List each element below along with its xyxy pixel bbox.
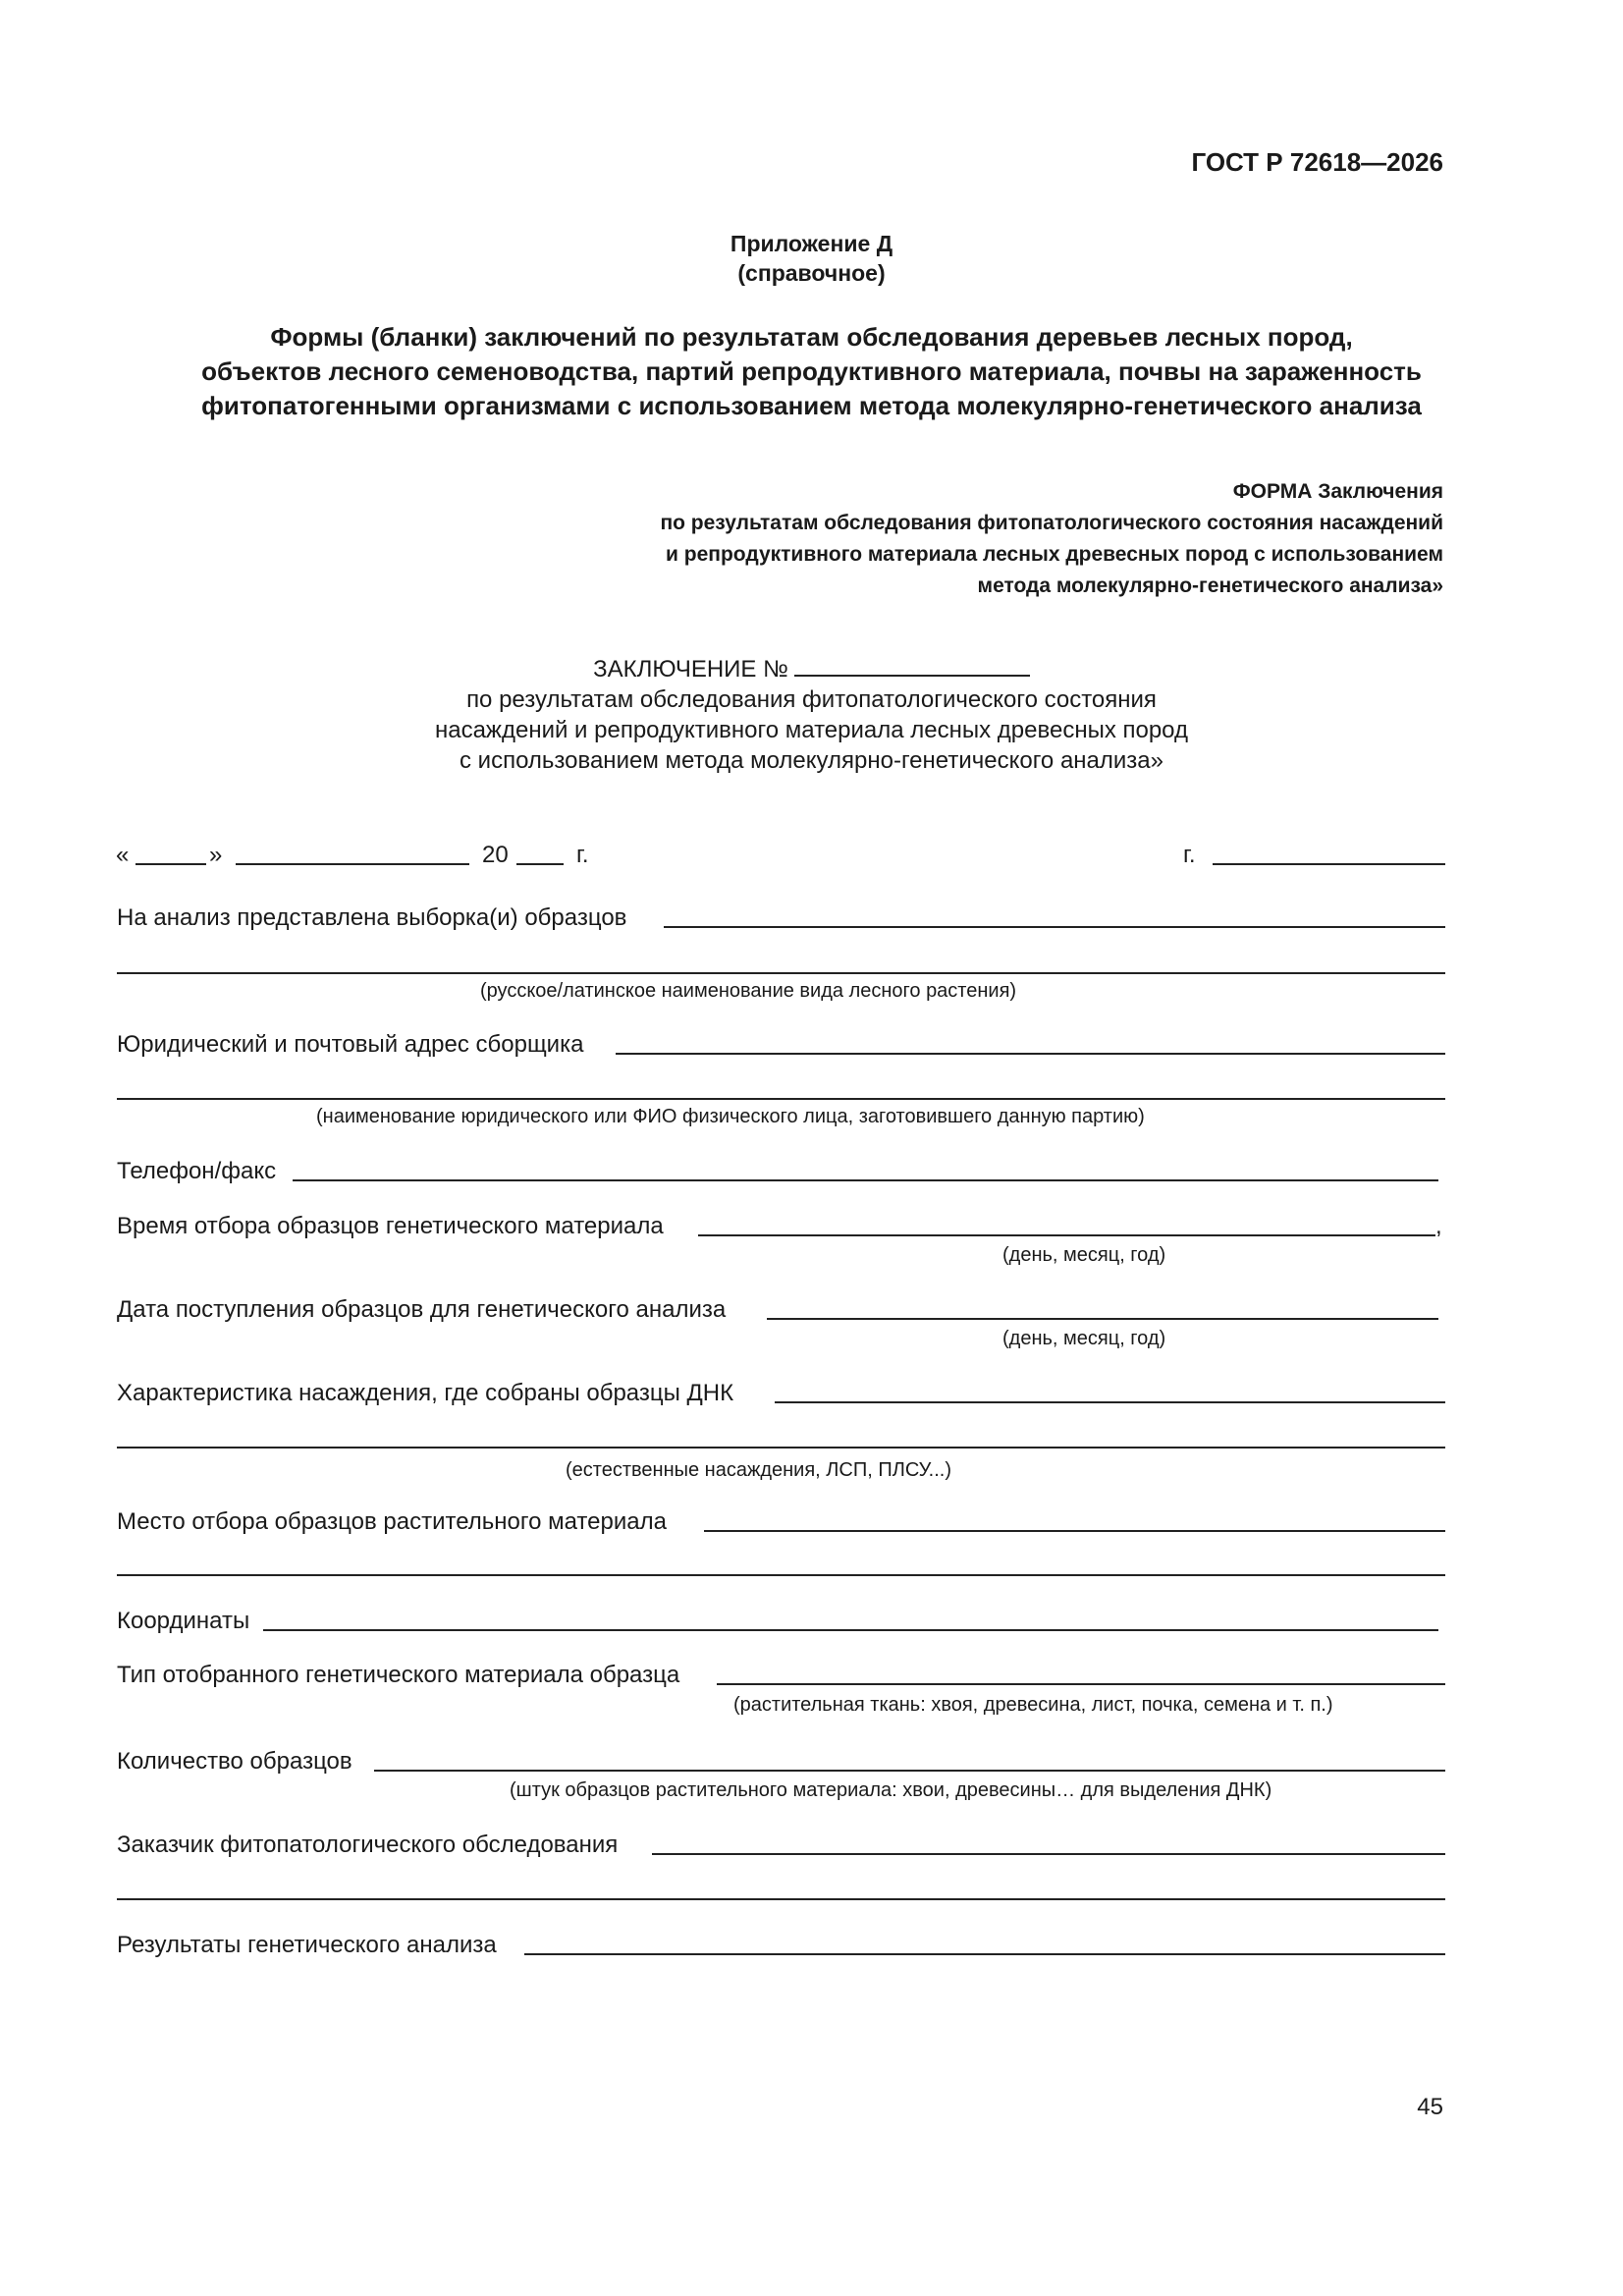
day-field[interactable] [135, 863, 206, 865]
coords-label: Координаты [117, 1608, 250, 1634]
form-label-line: ФОРМА Заключения [1232, 480, 1443, 503]
address-field[interactable] [616, 1053, 1445, 1055]
sample-hint: (русское/латинское наименование вида лесного растения) [480, 980, 1017, 1002]
material-type-hint: (растительная ткань: хвоя, древесина, лист, почка, семена и т. п.) [733, 1694, 1333, 1716]
count-label: Количество образцов [117, 1748, 352, 1775]
conclusion-line: насаждений и репродуктивного материала лесных древесных пород [434, 717, 1189, 743]
address-field-line2[interactable] [117, 1098, 1445, 1100]
close-quote: » [209, 842, 223, 868]
form-label-line: и репродуктивного материала лесных древесных пород с использованием [666, 543, 1443, 566]
phone-label: Телефон/факс [117, 1158, 277, 1184]
count-field[interactable] [374, 1770, 1445, 1772]
stand-hint: (естественные насаждения, ЛСП, ПЛСУ...) [566, 1459, 952, 1481]
address-label: Юридический и почтовый адрес сборщика [117, 1031, 584, 1058]
stand-label: Характеристика насаждения, где собраны образцы ДНК [117, 1380, 734, 1406]
receipt-date-hint: (день, месяц, год) [1002, 1328, 1166, 1349]
open-quote: « [116, 842, 130, 868]
city-prefix: г. [1183, 842, 1196, 868]
sampling-time-field[interactable] [698, 1234, 1435, 1236]
receipt-date-label: Дата поступления образцов для генетического анализа [117, 1296, 727, 1323]
results-label: Результаты генетического анализа [117, 1932, 497, 1958]
section-title [0, 320, 1623, 423]
conclusion-line: с использованием метода молекулярно-генетического анализа» [460, 747, 1163, 774]
phone-field[interactable] [293, 1179, 1438, 1181]
appendix-heading [0, 229, 1623, 288]
city-field[interactable] [1213, 863, 1445, 865]
coords-field[interactable] [263, 1629, 1438, 1631]
year-prefix: 20 [482, 842, 509, 868]
page-number: 45 [1417, 2094, 1443, 2120]
comma: , [1435, 1213, 1442, 1239]
place-field-line2[interactable] [117, 1574, 1445, 1576]
section-title-line: фитопатогенными организмами с использованием метода молекулярно-генетического анализа [201, 391, 1422, 420]
section-title-line: Формы (бланки) заключений по результатам обследования деревьев лесных пород, [270, 322, 1353, 352]
sample-field[interactable] [664, 926, 1445, 928]
year-suffix: г. [576, 842, 589, 868]
material-type-field[interactable] [717, 1683, 1445, 1685]
customer-field[interactable] [652, 1853, 1445, 1855]
sample-label: На анализ представлена выборка(и) образцов [117, 904, 627, 931]
standard-number: ГОСТ Р 72618—2026 [1191, 147, 1443, 177]
material-type-label: Тип отобранного генетического материала образца [117, 1662, 680, 1688]
sample-field-line2[interactable] [117, 972, 1445, 974]
place-field[interactable] [704, 1530, 1445, 1532]
conclusion-line: по результатам обследования фитопатологического состояния [466, 686, 1157, 713]
section-title-line: объектов лесного семеноводства, партий репродуктивного материала, почвы на зараженность [201, 356, 1422, 386]
customer-label: Заказчик фитопатологического обследования [117, 1831, 619, 1858]
appendix-kind: (справочное) [737, 260, 886, 286]
form-label [660, 476, 1443, 602]
place-label: Место отбора образцов растительного материала [117, 1508, 667, 1535]
conclusion-number-field[interactable] [794, 675, 1030, 677]
receipt-date-field[interactable] [767, 1318, 1438, 1320]
count-hint: (штук образцов растительного материала: хвои, древесины… для выделения ДНК) [510, 1779, 1272, 1801]
customer-field-line2[interactable] [117, 1898, 1445, 1900]
conclusion-title: ЗАКЛЮЧЕНИЕ № [593, 656, 788, 683]
sampling-time-label: Время отбора образцов генетического материала [117, 1213, 664, 1239]
appendix-title: Приложение Д [730, 231, 893, 256]
stand-field-line2[interactable] [117, 1447, 1445, 1449]
stand-field[interactable] [775, 1401, 1445, 1403]
form-label-line: метода молекулярно-генетического анализа» [977, 574, 1443, 597]
results-field[interactable] [524, 1953, 1445, 1955]
month-field[interactable] [236, 863, 469, 865]
conclusion-heading [0, 654, 1623, 776]
year-field[interactable] [516, 863, 564, 865]
sampling-time-hint: (день, месяц, год) [1002, 1244, 1166, 1266]
address-hint: (наименование юридического или ФИО физического лица, заготовившего данную партию) [316, 1106, 1145, 1127]
form-label-line: по результатам обследования фитопатологического состояния насаждений [660, 512, 1443, 534]
